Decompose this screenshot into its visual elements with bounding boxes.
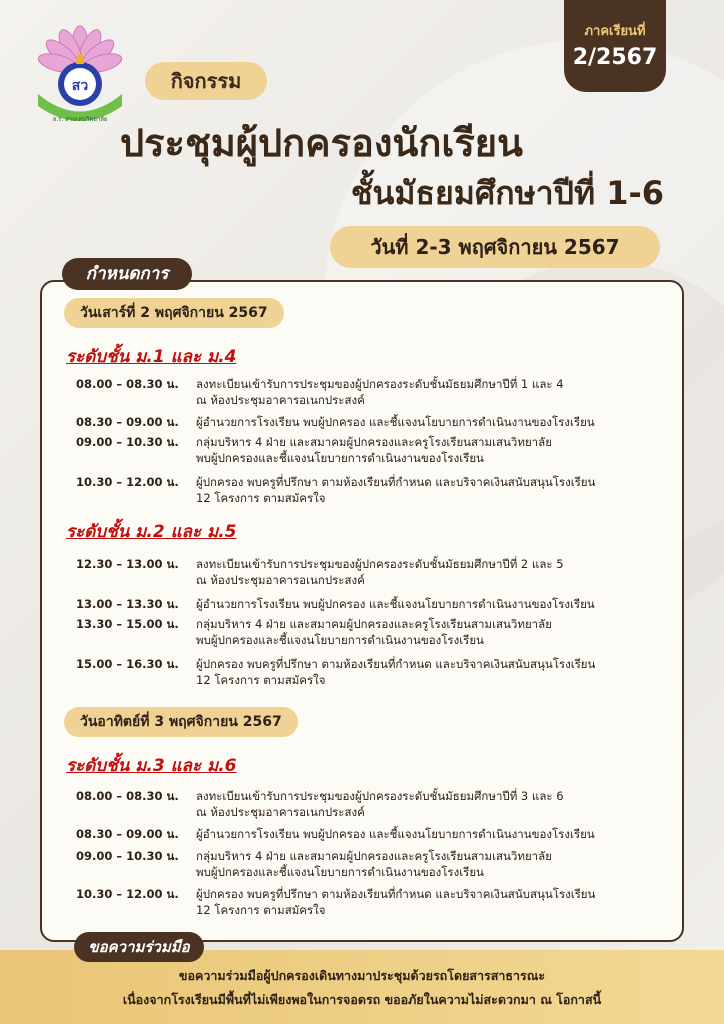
row-desc-2: พบผู้ปกครองและชี้แจงนโยบายการดำเนินงานของโรงเรียน — [196, 865, 484, 879]
row-desc-2: ณ ห้องประชุมอาคารอเนกประสงค์ — [196, 805, 365, 819]
row-time: 08.30 – 09.00 น. — [76, 827, 179, 841]
event-date: วันที่ 2-3 พฤศจิกายน 2567 — [330, 226, 660, 268]
term-label: ภาคเรียนที่ — [584, 24, 646, 39]
row-desc-2: ณ ห้องประชุมอาคารอเนกประสงค์ — [196, 573, 365, 587]
page-title: ประชุมผู้ปกครองนักเรียน — [120, 121, 524, 165]
day-2-label: วันอาทิตย์ที่ 3 พฤศจิกายน 2567 — [64, 707, 298, 737]
school-logo-icon — [30, 24, 130, 134]
row-desc: ผู้อำนวยการโรงเรียน พบผู้ปกครอง และชี้แจงนโยบายการดำเนินงานของโรงเรียน — [196, 827, 595, 841]
row-desc-2: 12 โครงการ ตามสมัครใจ — [196, 903, 326, 917]
row-time: 12.30 – 13.00 น. — [76, 557, 179, 571]
row-desc: ลงทะเบียนเข้ารับการประชุมของผู้ปกครองระดับชั้นมัธยมศึกษาปีที่ 1 และ 4 — [196, 377, 564, 391]
row-desc: ผู้อำนวยการโรงเรียน พบผู้ปกครอง และชี้แจงนโยบายการดำเนินงานของโรงเรียน — [196, 415, 595, 429]
row-time: 08.30 – 09.00 น. — [76, 415, 179, 429]
row-desc-2: พบผู้ปกครองและชี้แจงนโยบายการดำเนินงานของโรงเรียน — [196, 451, 484, 465]
row-time: 10.30 – 12.00 น. — [76, 887, 179, 901]
row-desc-2: 12 โครงการ ตามสมัครใจ — [196, 491, 326, 505]
row-desc-2: ณ ห้องประชุมอาคารอเนกประสงค์ — [196, 393, 365, 407]
row-desc: ผู้ปกครอง พบครูที่ปรึกษา ตามห้องเรียนที่กำหนด และบริจาคเงินสนับสนุนโรงเรียน — [196, 887, 596, 901]
row-time: 10.30 – 12.00 น. — [76, 475, 179, 489]
row-desc-2: พบผู้ปกครองและชี้แจงนโยบายการดำเนินงานของโรงเรียน — [196, 633, 484, 647]
row-time: 09.00 – 10.30 น. — [76, 435, 179, 449]
svg-text:ส.ร. สามเสนวิทยาลัย: ส.ร. สามเสนวิทยาลัย — [52, 116, 108, 123]
level-heading: ระดับชั้น ม.1 และ ม.4 — [66, 347, 237, 367]
row-desc: ลงทะเบียนเข้ารับการประชุมของผู้ปกครองระดับชั้นมัธยมศึกษาปีที่ 3 และ 6 — [196, 789, 564, 803]
footer-line-1: ขอความร่วมมือผู้ปกครองเดินทางมาประชุมด้วยรถโดยสารสาธารณะ — [178, 968, 546, 983]
row-time: 08.00 – 08.30 น. — [76, 789, 179, 803]
row-desc: ผู้ปกครอง พบครูที่ปรึกษา ตามห้องเรียนที่กำหนด และบริจาคเงินสนับสนุนโรงเรียน — [196, 475, 596, 489]
svg-text:สว: สว — [71, 78, 89, 94]
row-desc: ลงทะเบียนเข้ารับการประชุมของผู้ปกครองระดับชั้นมัธยมศึกษาปีที่ 2 และ 5 — [196, 557, 564, 571]
activity-label: กิจกรรม — [145, 62, 267, 100]
day-1-label: วันเสาร์ที่ 2 พฤศจิกายน 2567 — [64, 298, 284, 328]
term-year: 2/2567 — [572, 45, 658, 70]
row-desc: ผู้อำนวยการโรงเรียน พบผู้ปกครอง และชี้แจงนโยบายการดำเนินงานของโรงเรียน — [196, 597, 595, 611]
row-desc: กลุ่มบริหาร 4 ฝ่าย และสมาคมผู้ปกครองและครูโรงเรียนสามเสนวิทยาลัย — [196, 435, 552, 449]
schedule-heading: กำหนดการ — [62, 258, 192, 290]
footer-heading: ขอความร่วมมือ — [74, 932, 204, 962]
row-time: 13.00 – 13.30 น. — [76, 597, 179, 611]
level-heading: ระดับชั้น ม.3 และ ม.6 — [66, 756, 237, 776]
row-time: 08.00 – 08.30 น. — [76, 377, 179, 391]
row-desc: กลุ่มบริหาร 4 ฝ่าย และสมาคมผู้ปกครองและครูโรงเรียนสามเสนวิทยาลัย — [196, 849, 552, 863]
row-desc: ผู้ปกครอง พบครูที่ปรึกษา ตามห้องเรียนที่กำหนด และบริจาคเงินสนับสนุนโรงเรียน — [196, 657, 596, 671]
row-desc: กลุ่มบริหาร 4 ฝ่าย และสมาคมผู้ปกครองและครูโรงเรียนสามเสนวิทยาลัย — [196, 617, 552, 631]
level-heading: ระดับชั้น ม.2 และ ม.5 — [66, 522, 237, 542]
footer-line-2: เนื่องจากโรงเรียนมีพื้นที่ไม่เพียงพอในการจอดรถ ขออภัยในความไม่สะดวกมา ณ โอกาสนี้ — [122, 992, 602, 1007]
row-time: 09.00 – 10.30 น. — [76, 849, 179, 863]
row-time: 15.00 – 16.30 น. — [76, 657, 179, 671]
row-desc-2: 12 โครงการ ตามสมัครใจ — [196, 673, 326, 687]
row-time: 13.30 – 15.00 น. — [76, 617, 179, 631]
term-badge — [564, 0, 666, 92]
page-subtitle: ชั้นมัธยมศึกษาปีที่ 1-6 — [350, 174, 664, 212]
